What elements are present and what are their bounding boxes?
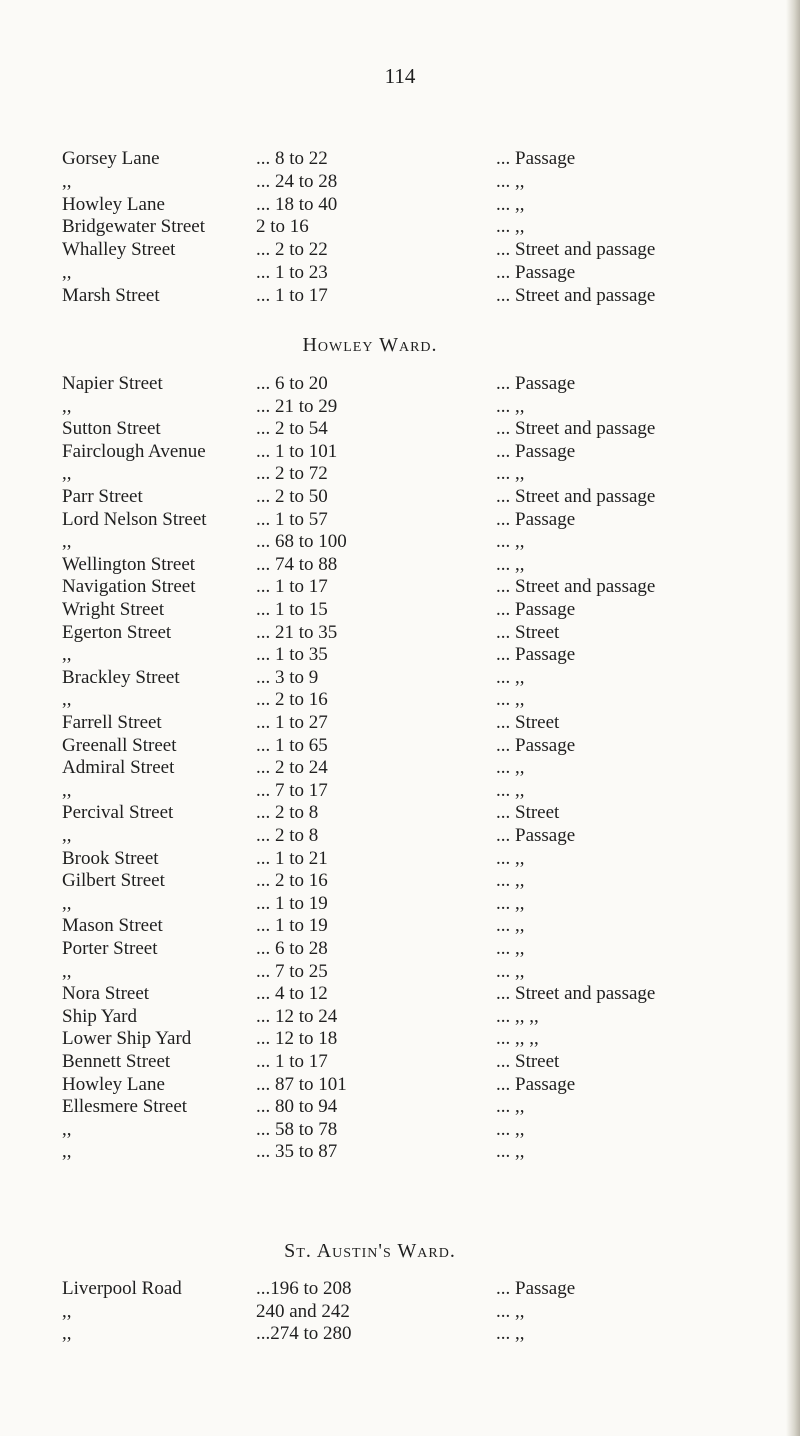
table-row xyxy=(0,373,800,395)
table-row xyxy=(0,441,800,463)
description: ... ,, xyxy=(496,170,525,192)
house-range: ... 2 to 22 xyxy=(256,239,328,261)
table-row xyxy=(0,802,800,824)
street-name: Marsh Street xyxy=(62,284,160,306)
table-row xyxy=(0,1301,800,1323)
house-range: ... 1 to 65 xyxy=(256,734,328,756)
table-row xyxy=(0,1119,800,1141)
house-range: ... 4 to 12 xyxy=(256,983,328,1005)
description: ... ,, xyxy=(496,757,525,779)
description: ... Street xyxy=(496,802,560,824)
house-range: ...196 to 208 xyxy=(256,1278,352,1299)
table-row xyxy=(0,1278,800,1300)
street-name: Liverpool Road xyxy=(62,1278,182,1299)
house-range: ... 6 to 28 xyxy=(256,938,328,959)
street-name: Percival Street xyxy=(62,802,174,824)
house-range: ... 2 to 54 xyxy=(256,418,328,440)
description: ... Street and passage xyxy=(496,284,656,306)
ward-heading: St. Austin's Ward. xyxy=(284,1240,456,1262)
street-name: Howley Lane xyxy=(62,1073,165,1095)
description: ... ,, xyxy=(496,689,525,711)
house-range: ... 21 to 35 xyxy=(256,621,338,643)
street-name: ,, xyxy=(62,262,72,283)
house-range: ...274 to 280 xyxy=(256,1323,352,1344)
table-row xyxy=(0,171,800,193)
table-row xyxy=(0,285,800,307)
house-range: ... 1 to 19 xyxy=(256,915,328,937)
street-name: ,, xyxy=(62,1118,72,1140)
description: ... ,, xyxy=(496,915,525,937)
street-name: ,, xyxy=(62,1323,72,1344)
description: ... ,, xyxy=(496,892,525,914)
description: ... ,, xyxy=(496,1141,525,1163)
table-row xyxy=(0,938,800,960)
table-row xyxy=(0,599,800,621)
description: ... Street and passage xyxy=(496,418,656,440)
description: ... ,, xyxy=(496,531,525,553)
description: ... ,, xyxy=(496,553,525,575)
house-range: ... 3 to 9 xyxy=(256,666,319,688)
house-range: ... 1 to 15 xyxy=(256,599,328,620)
street-name: Porter Street xyxy=(62,938,158,959)
table-row xyxy=(0,1074,800,1096)
street-name: Parr Street xyxy=(62,486,143,507)
description: ... ,, xyxy=(496,960,525,982)
house-range: ... 74 to 88 xyxy=(256,553,338,575)
description: ... Passage xyxy=(496,373,576,394)
description: ... ,, xyxy=(496,870,525,892)
street-name: Greenall Street xyxy=(62,734,177,756)
table-row xyxy=(0,239,800,261)
house-range: ... 80 to 94 xyxy=(256,1096,338,1118)
house-range: ... 24 to 28 xyxy=(256,170,338,192)
house-range: ... 1 to 23 xyxy=(256,262,328,283)
description: ... ,, xyxy=(496,1323,525,1344)
table-row xyxy=(0,780,800,802)
street-name: Bennett Street xyxy=(62,1051,171,1072)
description: ... Street and passage xyxy=(496,239,656,261)
description: ... Passage xyxy=(496,599,576,620)
house-range: ... 2 to 72 xyxy=(256,463,328,485)
table-row xyxy=(0,961,800,983)
street-name: ,, xyxy=(62,1300,72,1322)
street-name: ,, xyxy=(62,689,72,711)
description: ... Street xyxy=(496,621,560,643)
table-row xyxy=(0,531,800,553)
description: ... Passage xyxy=(496,508,576,530)
table-row xyxy=(0,825,800,847)
description: ... ,, xyxy=(496,1096,525,1118)
house-range: ... 2 to 24 xyxy=(256,757,328,779)
ward-heading: Howley Ward. xyxy=(302,334,438,356)
description: ... ,, xyxy=(496,666,525,688)
house-range: ... 21 to 29 xyxy=(256,395,338,417)
house-range: ... 1 to 101 xyxy=(256,440,338,462)
house-range: ... 1 to 57 xyxy=(256,508,328,530)
description: ... ,, xyxy=(496,938,525,959)
street-name: ,, xyxy=(62,1141,72,1163)
street-name: Navigation Street xyxy=(62,576,196,598)
table-row xyxy=(0,1323,800,1345)
street-name: Gilbert Street xyxy=(62,870,165,892)
table-row xyxy=(0,735,800,757)
table-row xyxy=(0,1141,800,1163)
description: ... ,, xyxy=(496,1118,525,1140)
table-row xyxy=(0,667,800,689)
description: ... Passage xyxy=(496,1278,576,1299)
house-range: ... 2 to 16 xyxy=(256,870,328,892)
house-range: ... 1 to 27 xyxy=(256,712,328,733)
house-range: ... 1 to 19 xyxy=(256,892,328,914)
street-name: Brackley Street xyxy=(62,666,180,688)
description: ... ,, xyxy=(496,463,525,485)
street-name: Ellesmere Street xyxy=(62,1096,188,1118)
table-row xyxy=(0,689,800,711)
street-name: Napier Street xyxy=(62,373,163,394)
street-name: Whalley Street xyxy=(62,239,176,261)
table-row xyxy=(0,576,800,598)
street-name: ,, xyxy=(62,463,72,485)
house-range: ... 1 to 17 xyxy=(256,576,328,598)
description: ... Passage xyxy=(496,262,576,283)
house-range: ... 58 to 78 xyxy=(256,1118,338,1140)
description: ... ,, xyxy=(496,779,525,801)
street-name: ,, xyxy=(62,779,72,801)
street-name: Sutton Street xyxy=(62,418,161,440)
house-range: 2 to 16 xyxy=(256,216,309,238)
description: ... ,, xyxy=(496,395,525,417)
table-row xyxy=(0,554,800,576)
house-range: ... 1 to 21 xyxy=(256,847,328,869)
description: ... ,, xyxy=(496,193,525,215)
table-row xyxy=(0,194,800,216)
table-row xyxy=(0,463,800,485)
street-name: Egerton Street xyxy=(62,621,172,643)
house-range: ... 35 to 87 xyxy=(256,1141,338,1163)
description: ... ,, xyxy=(496,1300,525,1322)
description: ... Passage xyxy=(496,644,576,666)
house-range: ... 6 to 20 xyxy=(256,373,328,394)
description: ... Street xyxy=(496,1051,560,1072)
house-range: ... 2 to 50 xyxy=(256,486,328,507)
description: ... ,, ,, xyxy=(496,1028,539,1050)
description: ... ,, xyxy=(496,216,525,238)
house-range: ... 68 to 100 xyxy=(256,531,347,553)
table-row xyxy=(0,983,800,1005)
house-range: 240 and 242 xyxy=(256,1300,350,1322)
description: ... ,, ,, xyxy=(496,1005,539,1027)
street-name: Mason Street xyxy=(62,915,163,937)
table-row xyxy=(0,712,800,734)
table-row xyxy=(0,1096,800,1118)
description: ... Street xyxy=(496,712,560,733)
street-name: Fairclough Avenue xyxy=(62,440,206,462)
street-name: Bridgewater Street xyxy=(62,216,205,238)
street-name: Gorsey Lane xyxy=(62,148,160,169)
house-range: ... 1 to 17 xyxy=(256,284,328,306)
table-row xyxy=(0,1051,800,1073)
street-name: Lord Nelson Street xyxy=(62,508,207,530)
street-name: ,, xyxy=(62,825,72,846)
table-row xyxy=(0,486,800,508)
house-range: ... 2 to 8 xyxy=(256,802,319,824)
street-name: ,, xyxy=(62,644,72,666)
house-range: ... 87 to 101 xyxy=(256,1073,347,1095)
table-row xyxy=(0,1028,800,1050)
street-name: Brook Street xyxy=(62,847,159,869)
description: ... ,, xyxy=(496,847,525,869)
table-row xyxy=(0,418,800,440)
street-name: ,, xyxy=(62,960,72,982)
description: ... Passage xyxy=(496,440,576,462)
street-name: Ship Yard xyxy=(62,1005,137,1027)
table-row xyxy=(0,262,800,284)
street-name: Wright Street xyxy=(62,599,165,620)
street-name: ,, xyxy=(62,395,72,417)
description: ... Street and passage xyxy=(496,486,656,507)
house-range: ... 1 to 17 xyxy=(256,1051,328,1072)
house-range: ... 7 to 17 xyxy=(256,779,328,801)
street-name: Lower Ship Yard xyxy=(62,1028,192,1050)
street-name: Wellington Street xyxy=(62,553,196,575)
table-row xyxy=(0,509,800,531)
description: ... Passage xyxy=(496,825,576,846)
description: ... Street and passage xyxy=(496,983,656,1005)
table-row xyxy=(0,148,800,170)
table-row xyxy=(0,870,800,892)
description: ... Passage xyxy=(496,1073,576,1095)
house-range: ... 2 to 16 xyxy=(256,689,328,711)
description: ... Street and passage xyxy=(496,576,656,598)
description: ... Passage xyxy=(496,734,576,756)
table-row xyxy=(0,396,800,418)
table-row xyxy=(0,848,800,870)
house-range: ... 18 to 40 xyxy=(256,193,338,215)
house-range: ... 2 to 8 xyxy=(256,825,319,846)
table-row xyxy=(0,216,800,238)
table-row xyxy=(0,1006,800,1028)
street-name: Howley Lane xyxy=(62,193,165,215)
table-row xyxy=(0,622,800,644)
street-name: Farrell Street xyxy=(62,712,162,733)
house-range: ... 1 to 35 xyxy=(256,644,328,666)
house-range: ... 12 to 18 xyxy=(256,1028,338,1050)
street-name: ,, xyxy=(62,531,72,553)
table-row xyxy=(0,644,800,666)
description: ... Passage xyxy=(496,148,576,169)
table-row xyxy=(0,757,800,779)
street-name: Admiral Street xyxy=(62,757,175,779)
table-row xyxy=(0,893,800,915)
street-name: Nora Street xyxy=(62,983,150,1005)
house-range: ... 12 to 24 xyxy=(256,1005,338,1027)
table-row xyxy=(0,915,800,937)
street-name: ,, xyxy=(62,170,72,192)
page-number: 114 xyxy=(384,64,416,88)
house-range: ... 8 to 22 xyxy=(256,148,328,169)
street-name: ,, xyxy=(62,892,72,914)
house-range: ... 7 to 25 xyxy=(256,960,328,982)
